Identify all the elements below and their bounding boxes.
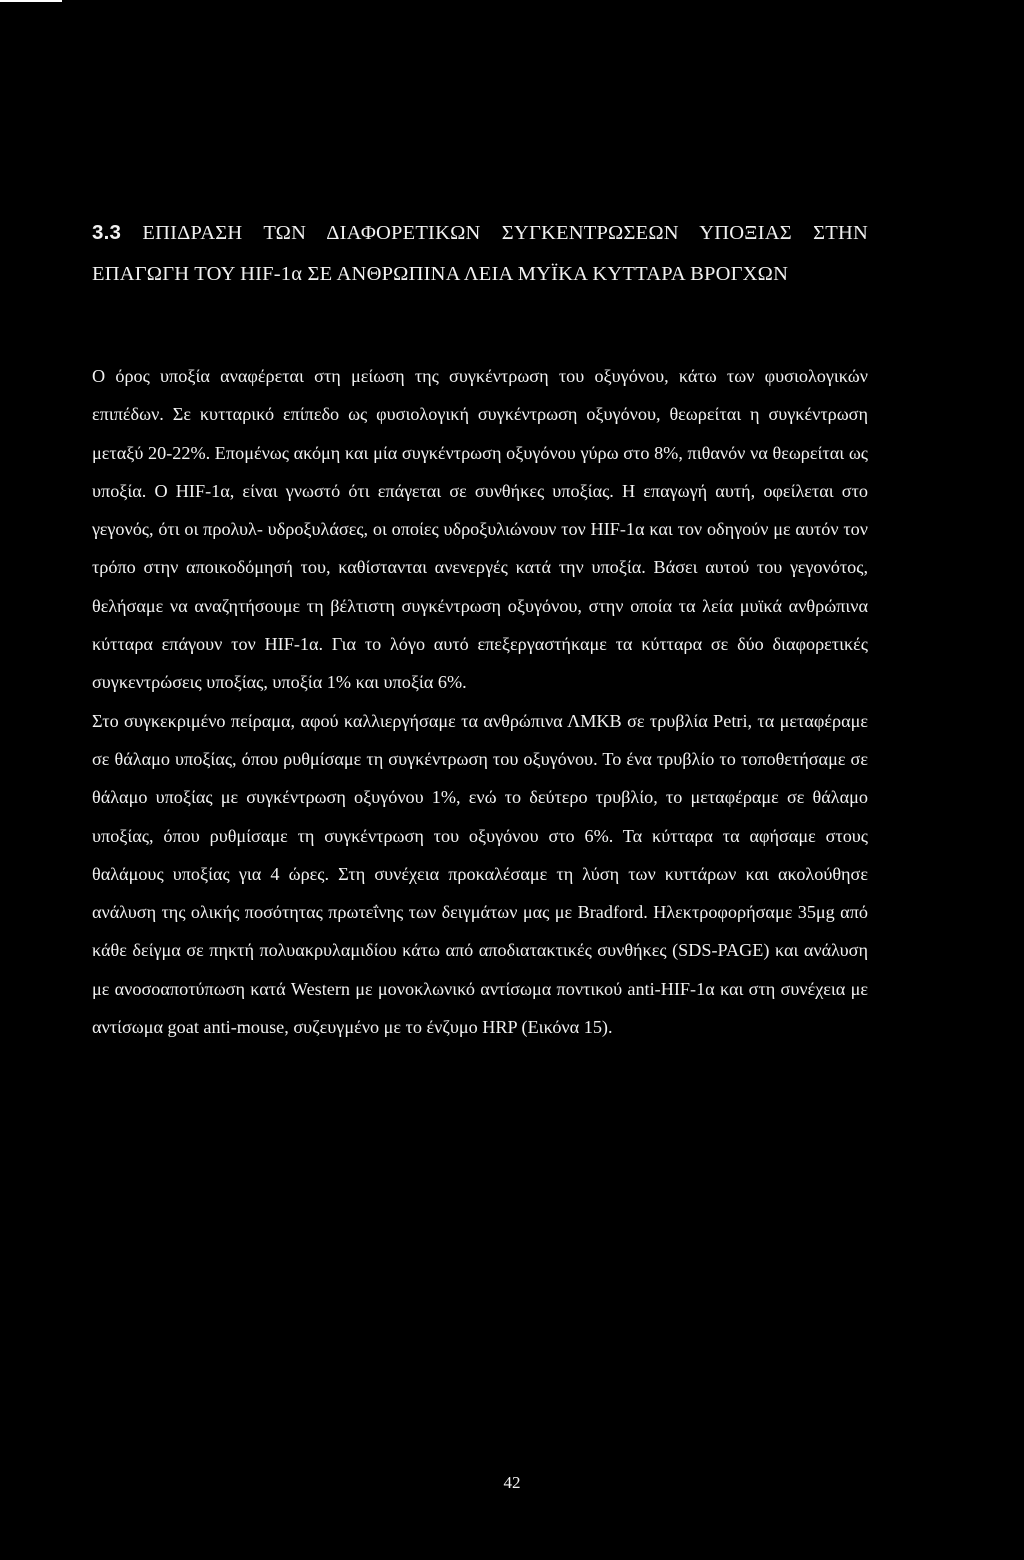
section-title: ΕΠΙΔΡΑΣΗ ΤΩΝ ΔΙΑΦΟΡΕΤΙΚΩΝ ΣΥΓΚΕΝΤΡΩΣΕΩΝ ΥΠΟΞΙΑΣ ΣΤΗΝ ΕΠΑΓΩΓΗ ΤΟΥ HIF-1α ΣΕ ΑΝΘΡΩΠΙΝΑ ΛΕΙΑ ΜΥΪΚΑ ΚΥΤΤΑΡΑ ΒΡΟΓΧΩΝ [92, 222, 868, 285]
body-text [92, 357, 868, 1046]
paragraph-1: Ο όρος υποξία αναφέρεται στη μείωση της συγκέντρωση του οξυγόνου, κάτω των φυσιολογικών επιπέδων. Σε κυτταρικό επίπεδο ως φυσιολογική συγκέντρωση οξυγόνου, θεωρείται η συγκέντρωση μεταξύ 20-22%. Επομένως ακόμη και μία συγκέντρωση οξυγόνου γύρω στο 8%, πιθανόν να θεωρείται ως υποξία. Ο HIF-1α, είναι γνωστό ότι επάγεται σε συνθήκες υποξίας. Η επαγωγή αυτή, οφείλεται στο γεγονός, ότι οι προλυλ- υδροξυλάσες, οι οποίες υδροξυλιώνουν τον HIF-1α και τον οδηγούν με αυτόν τον τρόπο στην αποικοδόμησή του, καθίστανται ανενεργές κατά την υποξία. Βάσει αυτού του γεγονότος, θελήσαμε να αναζητήσουμε τη βέλτιστη συγκέντρωση οξυγόνου, στην οποία τα λεία μυϊκά ανθρώπινα κύτταρα επάγουν τον HIF-1α. Για το λόγο αυτό επεξεργαστήκαμε τα κύτταρα σε δύο διαφορετικές συγκεντρώσεις υποξίας, υποξία 1% και υποξία 6%. [92, 366, 868, 693]
scan-edge-mark [0, 0, 62, 2]
section-number: 3.3 [92, 221, 122, 244]
document-page [92, 212, 868, 1046]
section-heading [92, 212, 868, 295]
paragraph-2: Στο συγκεκριμένο πείραμα, αφού καλλιεργήσαμε τα ανθρώπινα ΛΜΚΒ σε τρυβλία Petri, τα μεταφέραμε σε θάλαμο υποξίας, όπου ρυθμίσαμε τη συγκέντρωση του οξυγόνου. Το ένα τρυβλίο το τοποθετήσαμε σε θάλαμο υποξίας με συγκέντρωση οξυγόνου 1%, ενώ το δεύτερο τρυβλίο, το μεταφέραμε σε θάλαμο υποξίας, όπου ρυθμίσαμε τη συγκέντρωση του οξυγόνου στο 6%. Τα κύτταρα τα αφήσαμε στους θαλάμους υποξίας για 4 ώρες. Στη συνέχεια προκαλέσαμε τη λύση των κυττάρων και ακολούθησε ανάλυση της ολικής ποσότητας πρωτεΐνης των δειγμάτων μας με Bradford. Ηλεκτροφορήσαμε 35μg από κάθε δείγμα σε πηκτή πολυακρυλαμιδίου κάτω από αποδιατακτικές συνθήκες (SDS-PAGE) και ανάλυση με ανοσοαποτύπωση κατά Western με μονοκλωνικό αντίσωμα ποντικού anti-HIF-1α και στη συνέχεια με αντίσωμα goat anti-mouse, συζευγμένο με το ένζυμο HRP (Εικόνα 15). [92, 710, 868, 1038]
page-number: 42 [503, 1473, 521, 1492]
